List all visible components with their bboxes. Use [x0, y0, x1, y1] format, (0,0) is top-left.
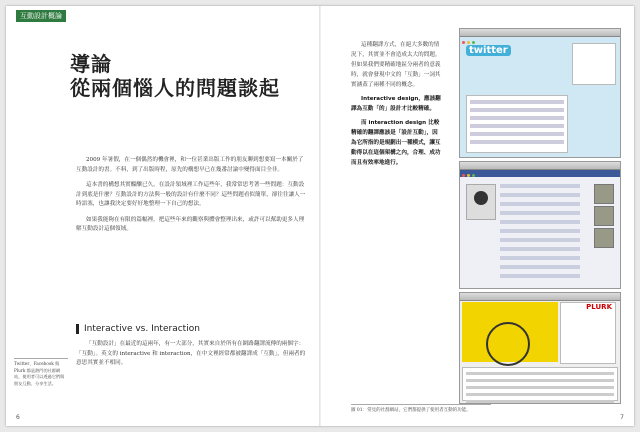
profile-avatar: [466, 184, 496, 220]
facebook-header-bar: [460, 170, 620, 177]
left-page: [6, 6, 319, 426]
zoom-dot-icon: [472, 41, 475, 44]
browser-titlebar: [460, 293, 620, 301]
browser-titlebar: [460, 162, 620, 170]
friend-thumbnail: [594, 184, 614, 204]
friend-thumbnail: [594, 228, 614, 248]
running-head: 互動設計概論: [16, 10, 66, 22]
paragraph-emphasis: 而 interaction design 比較精確的翻譯應該是「設計互動」，因為它所指的是規劃出一種模式，讓互動得以在這個架構之內，合理、成功而且有效率地進行。: [351, 120, 441, 166]
close-dot-icon: [462, 41, 465, 44]
paragraph: 如果我能夠在有限的篇幅裡，把這些年來的觀察與體會整理出來，或許可以幫助更多人理解互動設計這個領域。: [76, 216, 305, 232]
plurk-screenshot: [459, 292, 621, 404]
body-text: [76, 156, 308, 241]
zoom-dot-icon: [472, 174, 475, 177]
browser-titlebar: [460, 29, 620, 37]
figure-caption: 圖 01：常見的社群網站，它們都提供了使用者互動的功能。: [351, 404, 491, 414]
plurk-logo: PLURK: [586, 303, 612, 311]
paragraph-emphasis: Interactive design，應該翻譯為互動「的」設計才比較精確。: [351, 96, 441, 112]
promo-banner: [560, 302, 616, 364]
face-icon: [474, 191, 488, 205]
paragraph: 2009 年暑假，在一個偶然的機會裡，和一位甚業出版工作的朋友聊到想要寫一本關於了互動設計的書。不料，到了出版時程，原先的構想早已在幾番討論中變得面目全非。: [76, 157, 304, 173]
side-note: Twitter、Facebook 與 Plurk 都是熱門的社群網站，使用者可以透過它們與朋友互動、分享生活。: [14, 358, 68, 387]
plurk-responses: [462, 367, 618, 401]
minimize-dot-icon: [467, 174, 470, 177]
paragraph: 這本書的構想其實醞釀已久。在設計領域裡工作這些年，我常常思考著一些問題：互動設計到底是什麼？互動設計的方法與一般的設計有什麼不同？這些問題看似簡單，卻往往讓人一時語塞，也讓我決定要好好地整理一下自己的想法。: [76, 182, 306, 207]
section-heading: Interactive vs. Interaction: [76, 324, 316, 334]
book-spread: [6, 6, 634, 426]
paragraph: 這種翻譯方式，在絕大多數的情況下，其實並不會造成太大的問題。但如果我們要精確地區分兩者的意義時，就會發現中文的「互動」一詞其實涵蓋了兩種不同的概念。: [351, 42, 441, 88]
wall-posts: [500, 184, 580, 283]
right-page: [321, 6, 634, 426]
chapter-subtitle: 從兩個惱人的問題談起: [70, 76, 280, 100]
body-text-2: [76, 340, 308, 369]
page-number-right: 7: [620, 414, 624, 421]
page-number-left: 6: [16, 414, 20, 421]
twitter-logo: twitter: [466, 45, 511, 56]
twitter-screenshot: [459, 28, 621, 158]
tweet-feed: [466, 95, 568, 153]
close-dot-icon: [462, 174, 465, 177]
signin-panel: [572, 43, 616, 85]
body-text-right: [351, 40, 443, 172]
doodle-icon: [486, 322, 530, 366]
facebook-screenshot: [459, 161, 621, 289]
chapter-title: 導論: [70, 52, 112, 76]
timeline-illustration: [462, 302, 558, 362]
minimize-dot-icon: [467, 41, 470, 44]
friend-thumbnail: [594, 206, 614, 226]
paragraph: 「互動設計」在最近的這兩年，有一大部分，其實來自於所有在網路翻譯流傳的兩個字：「互動」。英文的 interactive 和 interaction，在中文裡經常都被翻譯成「互動」，但兩者的意思其實並不相同。: [76, 341, 306, 366]
